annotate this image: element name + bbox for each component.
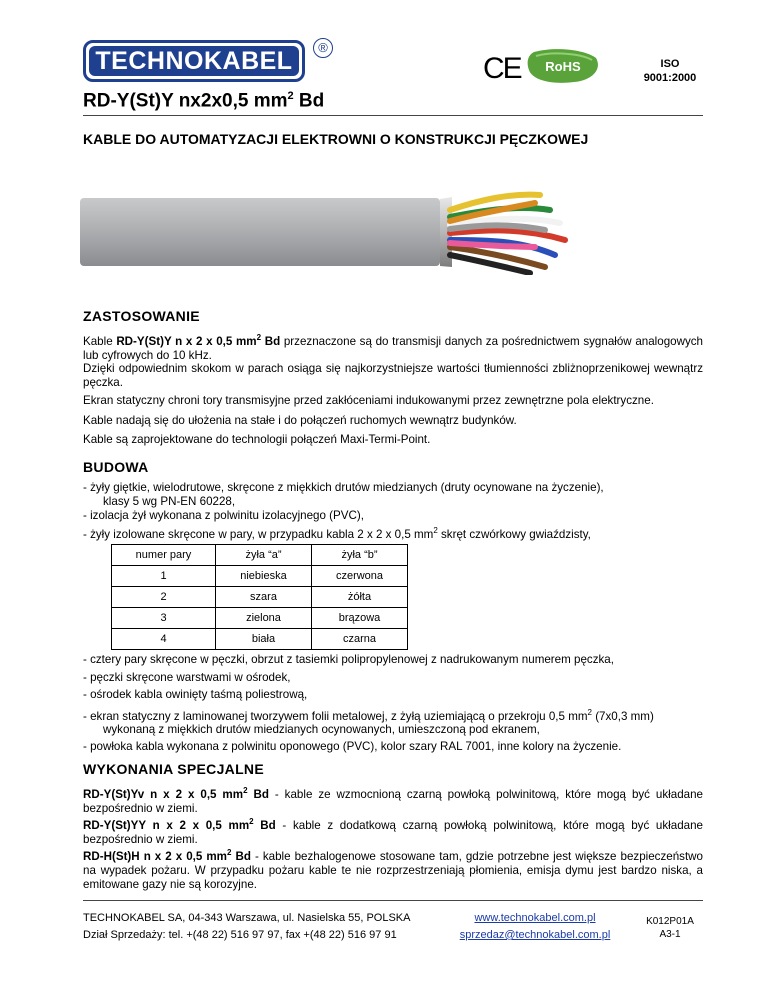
iso-line2: 9001:2000: [643, 72, 697, 84]
header-cell: żyła “b”: [312, 545, 408, 566]
list-item: - izolacja żył wykonana z polwinitu izolacyjnego (PVC),: [83, 509, 364, 522]
table-cell: żółta: [312, 587, 408, 608]
logo-text: TECHNOKABEL: [89, 46, 299, 76]
budowa-list-bottom: [83, 653, 723, 754]
table-cell: 1: [112, 566, 216, 587]
product-subtitle: KABLE DO AUTOMATYZACJI ELEKTROWNI O KONSTRUKCJI PĘCZKOWEJ: [83, 131, 589, 147]
cable-photo: [80, 185, 580, 275]
special-version-3: RD-H(St)H n x 2 x 0,5 $mm^2$ Bd - kable bezhalogenowe stosowane tam, gdzie potrzebne jest większe bezpieczeństwo na wypadek pożaru. W przypadku pożaru kable te nie rozprzestrzeniają płomienia, emisja dymu jest bardzo niska, a emitowane gazy nie są korozyjne.: [83, 848, 703, 891]
product-title: RD-Y(St)Y nx2x0,5 $mm^2$ Bd: [83, 90, 325, 112]
table-cell: czerwona: [312, 566, 408, 587]
list-item: - powłoka kabla wykonana z polwinitu oponowego (PVC), kolor szary RAL 7001, inne kolory na życzenie.: [83, 740, 622, 754]
table-row: [112, 587, 408, 608]
list-item: - pęczki skręcone warstwami w ośrodek,: [83, 670, 291, 684]
doc-code-2: A3-1: [659, 929, 681, 940]
iso-certification: [640, 57, 700, 85]
special-version-1: RD-Y(St)Yv n x 2 x 0,5 $mm^2$ Bd - kable ze wzmocnioną czarną powłoką polwinitową, które mogą być układane bezpośrednio w ziemi.: [83, 786, 703, 815]
table-cell: niebieska: [216, 566, 312, 587]
special-version-2: RD-Y(St)YY n x 2 x 0,5 $mm^2$ Bd - kable z dodatkową czarną powłoką polwinitową, które mogą być układane bezpośrednio w ziemi.: [83, 817, 703, 846]
table-cell: zielona: [216, 608, 312, 629]
zastosowanie-paragraph-4: Kable nadają się do ułożenia na stałe i do połączeń ruchomych wewnątrz budynków.: [83, 414, 517, 427]
table-cell: szara: [216, 587, 312, 608]
iso-line1: ISO: [660, 58, 680, 70]
rohs-badge: [526, 48, 600, 84]
web-contact: [450, 910, 620, 944]
table-cell: 3: [112, 608, 216, 629]
email-link[interactable]: sprzedaz@technokabel.com.pl: [459, 929, 611, 941]
list-item: - żyły giętkie, wielodrutowe, skręcone z miękkich drutów miedzianych (druty ocynowane na życzenie), klasy 5 wg PN-EN 60228,: [83, 481, 604, 508]
section-heading-wykonania: WYKONANIA SPECJALNE: [83, 761, 264, 777]
header-cell: numer pary: [112, 545, 216, 566]
section-heading-zastosowanie: ZASTOSOWANIE: [83, 308, 200, 324]
table-cell: 4: [112, 629, 216, 650]
registered-mark: ®: [313, 38, 333, 58]
table-row: [112, 629, 408, 650]
footer-divider: [83, 900, 703, 901]
table-row: [112, 608, 408, 629]
pair-color-table: [111, 544, 408, 650]
rohs-label: RoHS: [545, 59, 581, 74]
zastosowanie-paragraph-1: Kable RD-Y(St)Y n x 2 x 0,5 $mm^2$ Bd przeznaczone są do transmisji danych za pośrednictwem sygnałów analogowych lub cyfrowych do 10 kHz.: [83, 333, 703, 362]
title-divider: [83, 115, 703, 116]
technokabel-logo: [83, 40, 305, 82]
zastosowanie-paragraph-2: Dzięki odpowiednim skokom w parach osiąga się najkorzystniejsze wartości tłumienności zbliżnoprzenikowej wewnątrz pęczka.: [83, 362, 703, 389]
company-address: TECHNOKABEL SA, 04-343 Warszawa, ul. Nasielska 55, POLSKA: [83, 912, 411, 924]
table-cell: biała: [216, 629, 312, 650]
section-heading-budowa: BUDOWA: [83, 459, 149, 475]
table-header-row: [112, 545, 408, 566]
budowa-list-top: [83, 481, 723, 541]
table-cell: 2: [112, 587, 216, 608]
ce-mark: CE: [483, 52, 521, 85]
website-link[interactable]: www.technokabel.com.pl: [474, 912, 596, 924]
zastosowanie-paragraph-5: Kable są zaprojektowane do technologii połączeń Maxi-Termi-Point.: [83, 433, 431, 446]
sales-contact: Dział Sprzedaży: tel. +(48 22) 516 97 97, fax +(48 22) 516 97 91: [83, 929, 397, 941]
zastosowanie-paragraph-3: Ekran statyczny chroni tory transmisyjne przed zakłóceniami indukowanymi przez zewnętrzne pola elektryczne.: [83, 394, 654, 407]
table-row: [112, 566, 408, 587]
list-item: - ośrodek kabla owinięty taśmą poliestrową,: [83, 688, 308, 701]
doc-code-1: K012P01A: [646, 916, 694, 927]
list-item: - żyły izolowane skręcone w pary, w przypadku kabla 2 x 2 x 0,5 $mm^2$ skręt czwórkowy gwiaździsty,: [83, 525, 591, 541]
document-code: [640, 915, 700, 941]
company-info: [83, 910, 410, 944]
header-cell: żyła “a”: [216, 545, 312, 566]
table-cell: czarna: [312, 629, 408, 650]
table-cell: brązowa: [312, 608, 408, 629]
list-item: - cztery pary skręcone w pęczki, obrzut z tasiemki polipropylenowej z nadrukowanym numerem pęczka,: [83, 653, 614, 666]
list-item: - ekran statyczny z laminowanej tworzywem folii metalowej, z żyłą uziemiającą o przekroju 0,5 $mm^2$ (7x0,3 mm) wykonaną z miękkich drutów miedzianych ocynowanych, umieszczoną pod ekranem,: [83, 707, 654, 736]
